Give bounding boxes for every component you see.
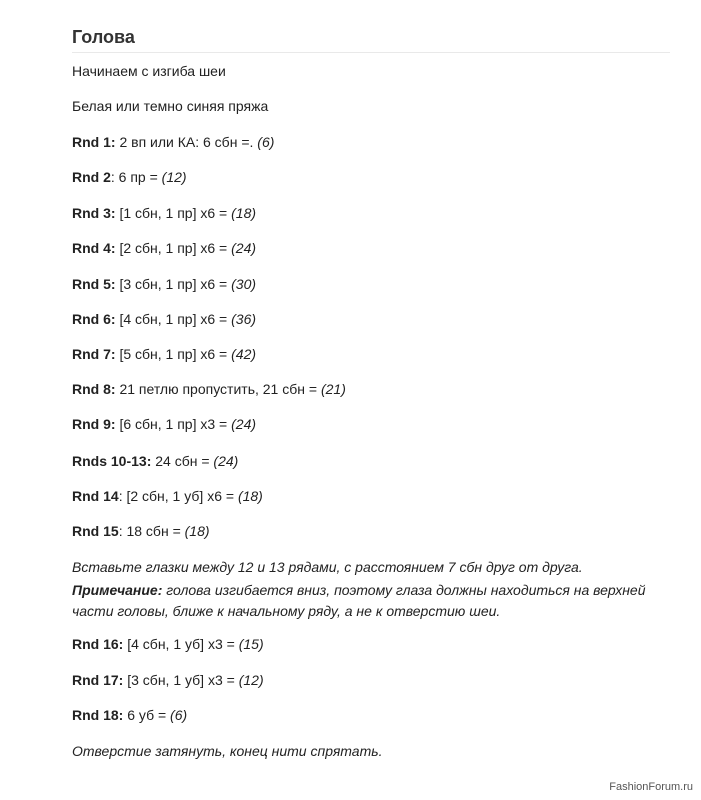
round-text: [6 сбн, 1 пр] х3 = <box>115 416 232 432</box>
section-title: Голова <box>72 27 135 47</box>
round-result: (6) <box>257 134 275 150</box>
round-text: [2 сбн, 1 пр] х6 = <box>115 240 232 256</box>
round-result: (21) <box>320 381 346 397</box>
round-text: [5 сбн, 1 пр] х6 = <box>115 346 232 362</box>
round-text: : [2 сбн, 1 уб] х6 = <box>118 488 238 504</box>
round-result: (15) <box>238 636 264 652</box>
round-line <box>72 452 238 470</box>
round-line <box>72 671 264 689</box>
watermark: FashionForum.ru <box>609 781 693 793</box>
note-text: голова изгибается вниз, поэтому глаза должны находиться на верхней <box>162 582 646 598</box>
round-result: (24) <box>231 240 257 256</box>
round-label: Rnd 3: <box>72 205 116 221</box>
round-result: (30) <box>231 276 257 292</box>
round-label: Rnd 4: <box>72 240 116 256</box>
intro-line: Белая или темно синяя пряжа <box>72 98 269 114</box>
round-text: : 6 пр = <box>110 169 162 185</box>
round-result: (36) <box>231 311 257 327</box>
round-line <box>72 204 256 222</box>
round-line <box>72 415 256 433</box>
closing-line: Отверстие затянуть, конец нити спрятать. <box>72 743 383 759</box>
round-result: (18) <box>231 205 257 221</box>
round-text: 6 уб = <box>123 707 171 723</box>
round-text: [1 сбн, 1 пр] х6 = <box>115 205 232 221</box>
round-result: (6) <box>170 707 188 723</box>
round-text: [4 сбн, 1 пр] х6 = <box>115 311 232 327</box>
note-line: Вставьте глазки между 12 и 13 рядами, с расстоянием 7 сбн друг от друга. <box>72 559 583 575</box>
round-line <box>72 239 256 257</box>
title-divider <box>72 52 670 53</box>
round-result: (42) <box>231 346 257 362</box>
note-label: Примечание: <box>72 582 163 598</box>
round-line <box>72 310 256 328</box>
round-label: Rnd 9: <box>72 416 116 432</box>
round-label: Rnds 10-13: <box>72 453 152 469</box>
round-line <box>72 380 346 398</box>
round-line <box>72 522 210 540</box>
round-text: 2 вп или КА: 6 сбн =. <box>115 134 258 150</box>
round-label: Rnd 8: <box>72 381 116 397</box>
round-label: Rnd 16: <box>72 636 124 652</box>
round-label: Rnd 1: <box>72 134 116 150</box>
round-label: Rnd 18: <box>72 707 124 723</box>
note-line: части головы, ближе к начальному ряду, а не к отверстию шеи. <box>72 603 501 619</box>
round-result: (18) <box>184 523 210 539</box>
round-label: Rnd 6: <box>72 311 116 327</box>
round-label: Rnd 7: <box>72 346 116 362</box>
round-line <box>72 487 263 505</box>
intro-line: Начинаем с изгиба шеи <box>72 63 226 79</box>
round-label: Rnd 5: <box>72 276 116 292</box>
round-line <box>72 706 187 724</box>
round-line <box>72 168 187 186</box>
round-result: (24) <box>231 416 257 432</box>
note-line <box>72 581 646 599</box>
round-label: Rnd 17: <box>72 672 124 688</box>
round-result: (12) <box>161 169 187 185</box>
round-text: 24 сбн = <box>151 453 214 469</box>
round-label: Rnd 15 <box>72 523 119 539</box>
round-text: 21 петлю пропустить, 21 сбн = <box>115 381 321 397</box>
round-line <box>72 133 274 151</box>
round-line <box>72 345 256 363</box>
round-label: Rnd 2 <box>72 169 111 185</box>
round-line <box>72 635 264 653</box>
round-result: (24) <box>213 453 239 469</box>
round-text: [3 сбн, 1 уб] х3 = <box>123 672 239 688</box>
round-result: (12) <box>238 672 264 688</box>
round-text: [3 сбн, 1 пр] х6 = <box>115 276 232 292</box>
round-text: [4 сбн, 1 уб] х3 = <box>123 636 239 652</box>
round-line <box>72 275 256 293</box>
round-text: : 18 сбн = <box>118 523 185 539</box>
round-label: Rnd 14 <box>72 488 119 504</box>
round-result: (18) <box>237 488 263 504</box>
